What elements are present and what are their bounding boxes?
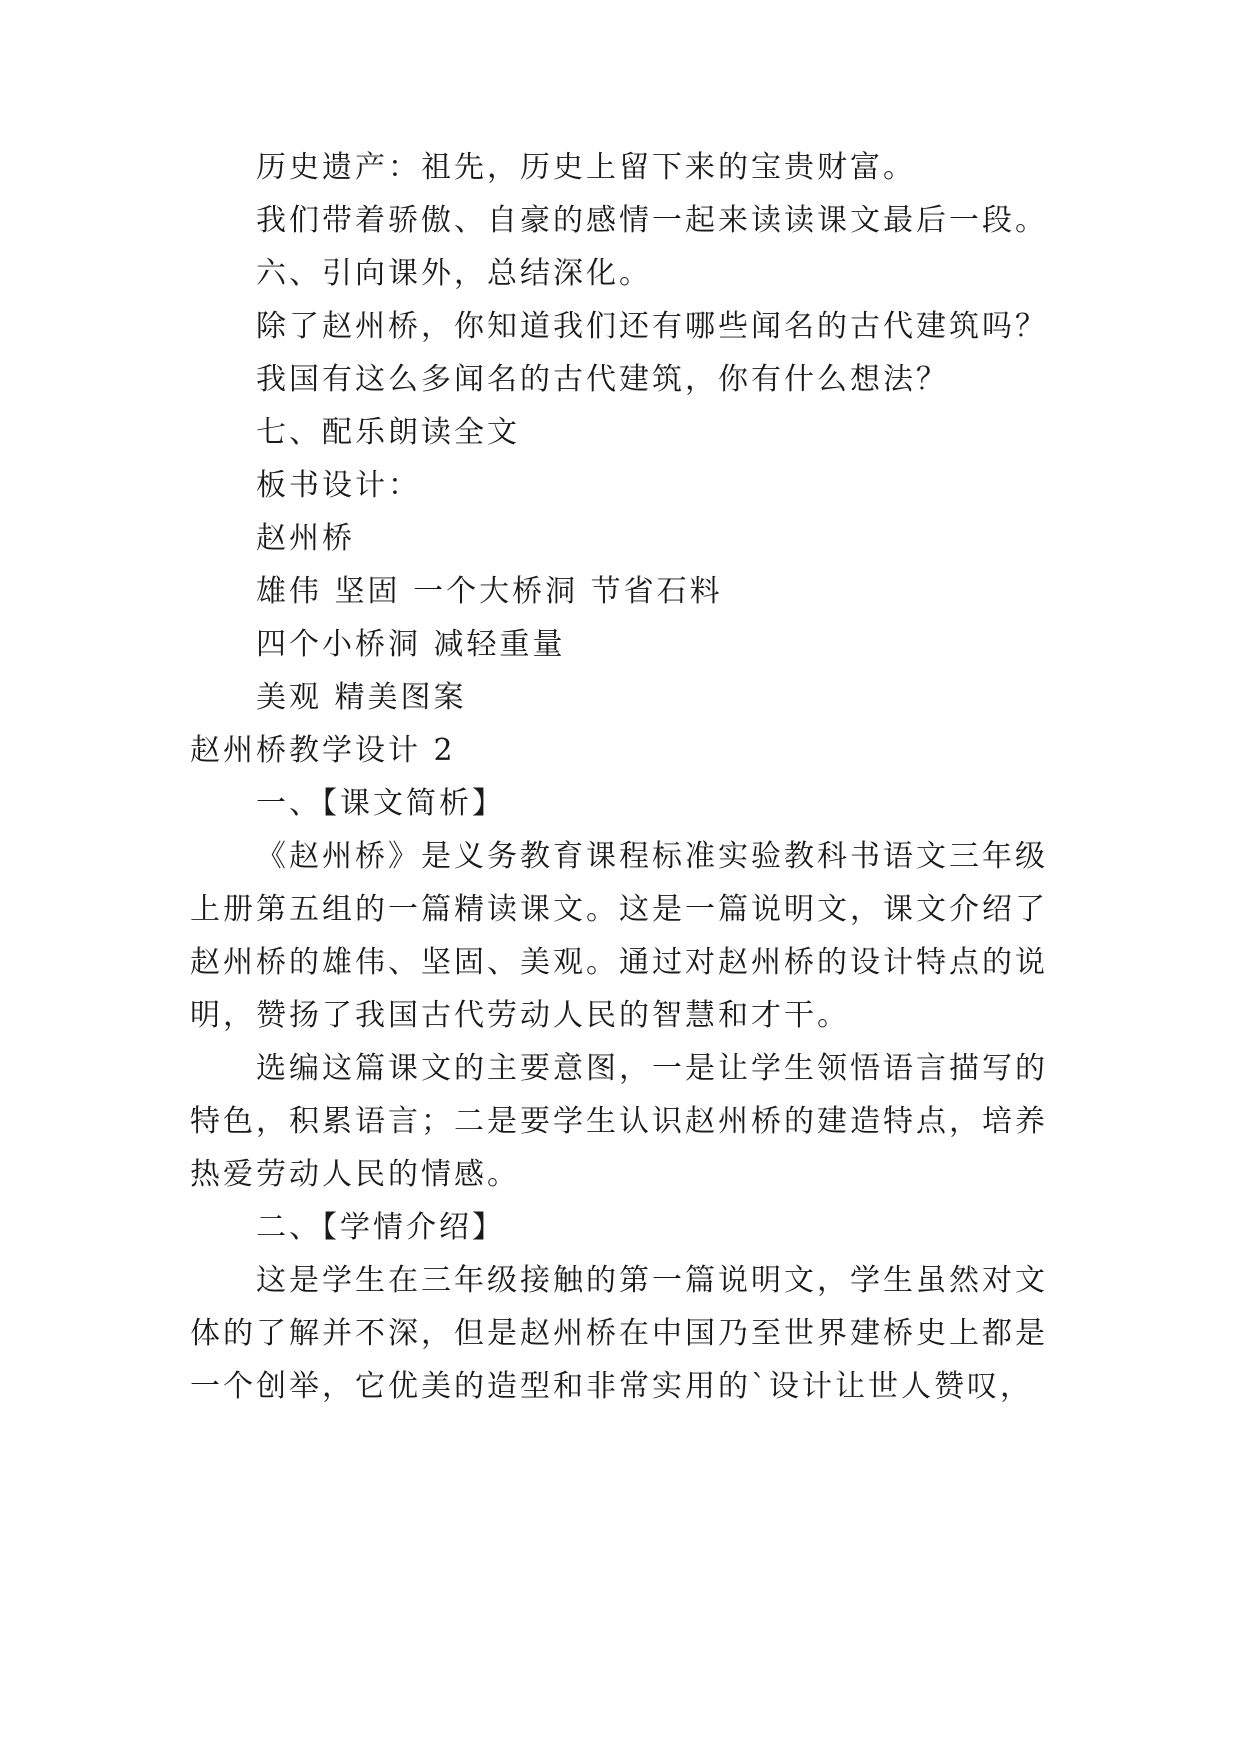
text-line: 特色，积累语言；二是要学生认识赵州桥的建造特点，培养 (190, 1104, 1048, 1139)
text-line: 赵州桥 (256, 521, 355, 556)
text-line: 六、引向课外，总结深化。 (256, 256, 652, 291)
section-title: 赵州桥教学设计 2 (190, 733, 456, 768)
text-line: 《赵州桥》是义务教育课程标准实验教科书语文三年级 (256, 839, 1048, 874)
text-line: 赵州桥的雄伟、坚固、美观。通过对赵州桥的设计特点的说 (190, 945, 1048, 980)
text-line: 历史遗产：祖先，历史上留下来的宝贵财富。 (256, 150, 916, 185)
text-line: 美观 精美图案 (256, 680, 467, 715)
text-line: 这是学生在三年级接触的第一篇说明文，学生虽然对文 (256, 1263, 1048, 1298)
text-line: 我们带着骄傲、自豪的感情一起来读读课文最后一段。 (256, 203, 1048, 238)
text-line: 热爱劳动人民的情感。 (190, 1157, 520, 1192)
text-line: 雄伟 坚固 一个大桥洞 节省石料 (256, 574, 723, 609)
text-line: 明，赞扬了我国古代劳动人民的智慧和才干。 (190, 998, 850, 1033)
text-line: 板书设计： (256, 468, 421, 503)
section-heading: 一、【课文简析】 (256, 786, 505, 821)
text-line: 四个小桥洞 减轻重量 (256, 627, 566, 662)
text-line: 体的了解并不深，但是赵州桥在中国乃至世界建桥史上都是 (190, 1316, 1048, 1351)
section-heading: 二、【学情介绍】 (256, 1210, 505, 1245)
text-line: 除了赵州桥，你知道我们还有哪些闻名的古代建筑吗？ (256, 309, 1048, 344)
text-line: 七、配乐朗读全文 (256, 415, 520, 450)
text-line: 上册第五组的一篇精读课文。这是一篇说明文，课文介绍了 (190, 892, 1048, 927)
text-line: 一个创举，它优美的造型和非常实用的`设计让世人赞叹， (190, 1369, 1033, 1404)
text-line: 选编这篇课文的主要意图，一是让学生领悟语言描写的 (256, 1051, 1048, 1086)
text-line: 我国有这么多闻名的古代建筑，你有什么想法？ (256, 362, 949, 397)
